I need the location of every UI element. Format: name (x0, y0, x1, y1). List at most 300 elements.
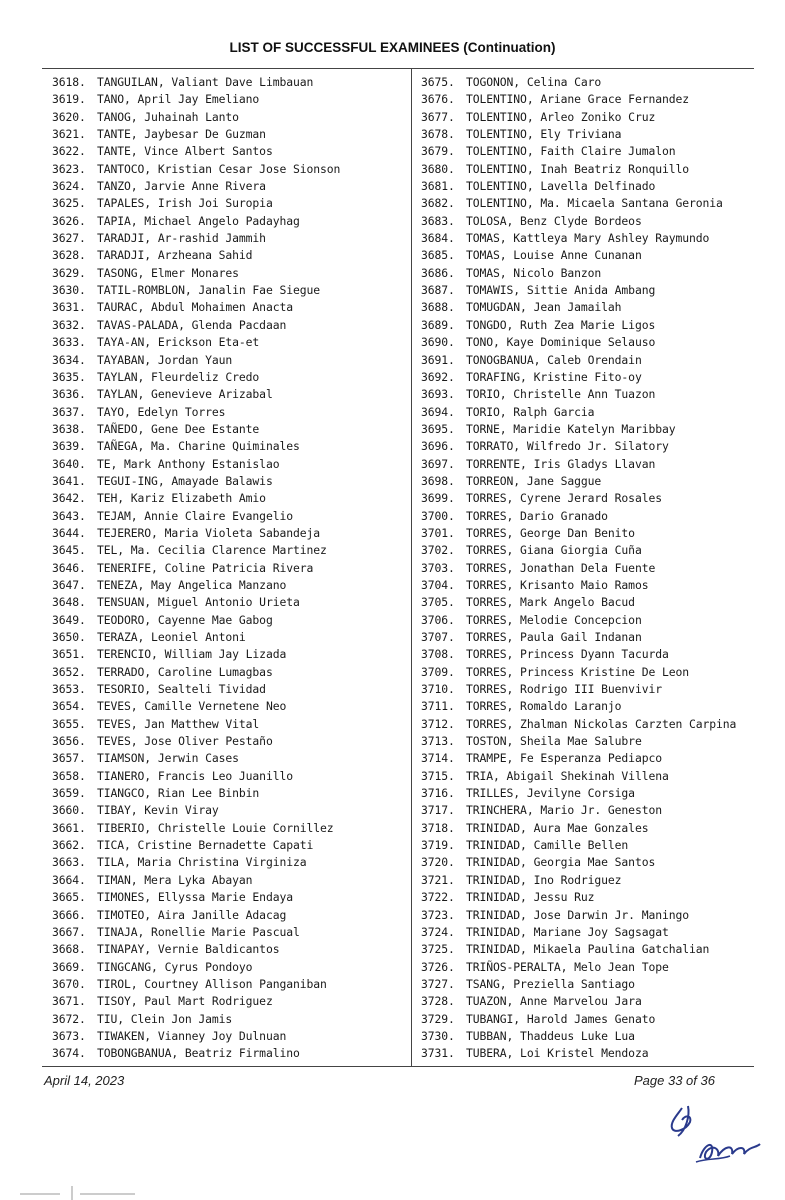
examinee-name: TORRES, Romaldo Laranjo (466, 699, 622, 714)
examinee-number: 3692. (421, 369, 455, 384)
examinee-entry (421, 386, 771, 403)
examinee-entry (421, 438, 771, 455)
examinee-entry (52, 404, 407, 421)
examinee-number: 3650. (52, 630, 86, 644)
examinee-number: 3703. (421, 560, 455, 575)
examinee-name: TANOG, Juhainah Lanto (97, 109, 239, 124)
examinee-entry (52, 317, 407, 334)
examinee-entry (52, 785, 407, 802)
examinee-number: 3702. (421, 543, 455, 558)
examinee-name: TANGUILAN, Valiant Dave Limbauan (97, 75, 314, 89)
examinee-entry (421, 1045, 771, 1062)
examinee-number: 3660. (52, 803, 86, 818)
examinee-number: 3721. (421, 872, 455, 887)
examinee-number: 3618. (52, 75, 86, 89)
examinee-name: TORRES, Jonathan Dela Fuente (466, 560, 656, 575)
examinee-number: 3720. (421, 855, 455, 870)
examinee-entry (421, 352, 771, 369)
left-column (52, 74, 407, 1063)
examinee-number: 3689. (421, 317, 455, 332)
examinee-number: 3701. (421, 525, 455, 540)
examinee-name: TORRENTE, Iris Gladys Llavan (466, 456, 656, 471)
examinee-name: TOLENTINO, Ariane Grace Fernandez (466, 92, 690, 107)
examinee-entry (52, 490, 407, 507)
examinee-number: 3723. (421, 907, 455, 922)
examinee-name: TOLENTINO, Ely Triviana (466, 127, 622, 142)
examinee-number: 3673. (52, 1028, 86, 1043)
examinee-name: TAYLAN, Genevieve Arizabal (97, 387, 273, 402)
examinee-name: TILA, Maria Christina Virginiza (97, 855, 307, 870)
examinee-number: 3713. (421, 734, 455, 749)
examinee-entry (421, 646, 771, 663)
examinee-entry (421, 265, 771, 282)
examinee-number: 3679. (421, 144, 455, 159)
examinee-name: TENSUAN, Miguel Antonio Urieta (97, 595, 300, 610)
examinee-entry (52, 959, 407, 976)
examinee-number: 3694. (421, 404, 455, 419)
examinee-name: TAVAS-PALADA, Glenda Pacdaan (97, 317, 287, 332)
examinee-entry (421, 473, 771, 490)
examinee-name: TEODORO, Cayenne Mae Gabog (97, 612, 273, 627)
signature-initials (660, 1100, 780, 1170)
examinee-name: TOLENTINO, Lavella Delfinado (466, 179, 656, 194)
examinee-entry (421, 889, 771, 906)
examinee-name: TORRES, Melodie Concepcion (466, 612, 642, 627)
examinee-name: TARADJI, Arzheana Sahid (97, 248, 253, 263)
examinee-name: TEGUI-ING, Amayade Balawis (97, 473, 273, 488)
examinee-number: 3653. (52, 682, 86, 697)
examinee-number: 3669. (52, 959, 86, 974)
examinee-entry (52, 126, 407, 143)
examinee-number: 3652. (52, 664, 86, 679)
examinee-number: 3675. (421, 75, 455, 89)
examinee-number: 3672. (52, 1011, 86, 1026)
examinee-number: 3722. (421, 890, 455, 905)
examinee-number: 3714. (421, 751, 455, 766)
examinee-name: TONO, Kaye Dominique Selauso (466, 335, 656, 350)
examinee-number: 3643. (52, 508, 86, 523)
right-column (421, 74, 771, 1063)
examinee-entry (52, 1011, 407, 1028)
examinee-number: 3666. (52, 907, 86, 922)
examinee-number: 3676. (421, 92, 455, 107)
examinee-number: 3637. (52, 404, 86, 419)
examinee-number: 3622. (52, 144, 86, 159)
top-rule (42, 68, 754, 69)
examinee-number: 3641. (52, 473, 86, 488)
examinee-entry (52, 924, 407, 941)
examinee-entry (421, 299, 771, 316)
examinee-entry (52, 525, 407, 542)
examinee-entry (421, 508, 771, 525)
examinee-entry (52, 681, 407, 698)
examinee-name: TEVES, Jan Matthew Vital (97, 716, 260, 731)
examinee-name: TONOGBANUA, Caleb Orendain (466, 352, 642, 367)
examinee-name: TEJAM, Annie Claire Evangelio (97, 508, 293, 523)
examinee-entry (421, 698, 771, 715)
examinee-number: 3704. (421, 577, 455, 592)
examinee-number: 3708. (421, 647, 455, 662)
examinee-number: 3686. (421, 265, 455, 280)
examinee-number: 3663. (52, 855, 86, 870)
examinee-name: TAÑEGA, Ma. Charine Quiminales (97, 439, 300, 454)
examinee-number: 3670. (52, 976, 86, 991)
examinee-number: 3658. (52, 768, 86, 783)
examinee-entry (421, 924, 771, 941)
examinee-name: TORREON, Jane Saggue (466, 473, 602, 488)
examinee-number: 3715. (421, 768, 455, 783)
examinee-entry (421, 161, 771, 178)
footer-date: April 14, 2023 (44, 1073, 125, 1088)
examinee-name: TRINCHERA, Mario Jr. Geneston (466, 803, 662, 818)
page-title: LIST OF SUCCESSFUL EXAMINEES (Continuation) (229, 40, 556, 55)
examinee-number: 3644. (52, 525, 86, 540)
examinee-name: TRIA, Abigail Shekinah Villena (466, 768, 669, 783)
examinee-entry (52, 178, 407, 195)
examinee-entry (52, 508, 407, 525)
examinee-entry (421, 490, 771, 507)
examinee-number: 3654. (52, 699, 86, 714)
examinee-number: 3693. (421, 387, 455, 402)
examinee-name: TIMONES, Ellyssa Marie Endaya (97, 890, 293, 905)
examinee-number: 3695. (421, 421, 455, 436)
examinee-entry (52, 664, 407, 681)
examinee-name: TIMAN, Mera Lyka Abayan (97, 872, 253, 887)
examinee-number: 3697. (421, 456, 455, 471)
examinee-number: 3688. (421, 300, 455, 315)
examinee-name: TOMAS, Louise Anne Cunanan (466, 248, 642, 263)
examinee-entry (52, 750, 407, 767)
examinee-entry (52, 438, 407, 455)
examinee-name: TONGDO, Ruth Zea Marie Ligos (466, 317, 656, 332)
examinee-name: TRINIDAD, Georgia Mae Santos (466, 855, 656, 870)
examinee-name: TOGONON, Celina Caro (466, 75, 602, 89)
examinee-entry (52, 646, 407, 663)
examinee-entry (52, 369, 407, 386)
examinee-number: 3680. (421, 161, 455, 176)
examinee-entry (52, 976, 407, 993)
examinee-name: TICA, Cristine Bernadette Capati (97, 838, 314, 853)
examinee-name: TOMAS, Kattleya Mary Ashley Raymundo (466, 231, 710, 246)
examinee-number: 3651. (52, 647, 86, 662)
examinee-name: TINAPAY, Vernie Baldicantos (97, 942, 280, 957)
examinee-name: TRAMPE, Fe Esperanza Pediapco (466, 751, 662, 766)
examinee-number: 3628. (52, 248, 86, 263)
examinee-entry (52, 1028, 407, 1045)
examinee-number: 3623. (52, 161, 86, 176)
examinee-entry (421, 560, 771, 577)
examinee-number: 3668. (52, 942, 86, 957)
examinee-entry (421, 109, 771, 126)
examinee-entry (52, 820, 407, 837)
examinee-number: 3727. (421, 976, 455, 991)
examinee-entry (52, 195, 407, 212)
examinee-name: TOSTON, Sheila Mae Salubre (466, 734, 642, 749)
examinee-number: 3710. (421, 682, 455, 697)
examinee-number: 3726. (421, 959, 455, 974)
examinee-name: TANTE, Jaybesar De Guzman (97, 127, 266, 142)
scan-marks (20, 1186, 140, 1200)
examinee-number: 3665. (52, 890, 86, 905)
examinee-entry (421, 317, 771, 334)
examinee-name: TINAJA, Ronellie Marie Pascual (97, 924, 300, 939)
examinee-name: TINGCANG, Cyrus Pondoyo (97, 959, 253, 974)
examinee-name: TORRES, Zhalman Nickolas Carzten Carpina (466, 716, 737, 731)
examinee-entry (52, 247, 407, 264)
examinee-entry (421, 126, 771, 143)
examinee-number: 3655. (52, 716, 86, 731)
examinee-name: TIBAY, Kevin Viray (97, 803, 219, 818)
examinee-name: TORRES, Paula Gail Indanan (466, 630, 642, 644)
examinee-entry (52, 560, 407, 577)
examinee-number: 3619. (52, 92, 86, 107)
examinee-name: TIU, Clein Jon Jamis (97, 1011, 233, 1026)
examinee-entry (421, 542, 771, 559)
examinee-entry (52, 993, 407, 1010)
examinee-entry (52, 456, 407, 473)
examinee-name: TRINIDAD, Mikaela Paulina Gatchalian (466, 942, 710, 957)
examinee-name: TOMAS, Nicolo Banzon (466, 265, 602, 280)
examinee-number: 3625. (52, 196, 86, 211)
examinee-entry (52, 109, 407, 126)
examinee-name: TUBERA, Loi Kristel Mendoza (466, 1046, 649, 1061)
examinee-number: 3677. (421, 109, 455, 124)
examinee-name: TRINIDAD, Aura Mae Gonzales (466, 820, 649, 835)
examinee-entry (52, 421, 407, 438)
examinee-entry (52, 629, 407, 646)
examinee-name: TUAZON, Anne Marvelou Jara (466, 994, 642, 1009)
examinee-name: TORRES, Princess Kristine De Leon (466, 664, 690, 679)
examinee-number: 3683. (421, 213, 455, 228)
examinee-name: TESORIO, Sealteli Tividad (97, 682, 266, 697)
examinee-entry (421, 421, 771, 438)
examinee-name: TOMUGDAN, Jean Jamailah (466, 300, 622, 315)
examinee-number: 3639. (52, 439, 86, 454)
examinee-number: 3635. (52, 369, 86, 384)
examinee-entry (421, 404, 771, 421)
examinee-name: TRINIDAD, Ino Rodriguez (466, 872, 622, 887)
examinee-number: 3661. (52, 820, 86, 835)
examinee-entry (52, 334, 407, 351)
examinee-entry (52, 352, 407, 369)
examinee-name: TORRES, Rodrigo III Buenvivir (466, 682, 662, 697)
examinee-name: TRINIDAD, Mariane Joy Sagsagat (466, 924, 669, 939)
examinee-entry (421, 247, 771, 264)
bottom-rule (42, 1066, 754, 1067)
examinee-number: 3731. (421, 1046, 455, 1061)
examinee-name: TOLENTINO, Faith Claire Jumalon (466, 144, 676, 159)
examinee-entry (52, 299, 407, 316)
examinee-entry (421, 837, 771, 854)
examinee-name: TIBERIO, Christelle Louie Cornillez (97, 820, 334, 835)
examinee-entry (421, 820, 771, 837)
examinee-entry (421, 195, 771, 212)
examinee-entry (52, 733, 407, 750)
examinee-entry (421, 612, 771, 629)
examinee-number: 3687. (421, 283, 455, 298)
examinee-name: TOBONGBANUA, Beatriz Firmalino (97, 1046, 300, 1061)
examinee-name: TAURAC, Abdul Mohaimen Anacta (97, 300, 293, 315)
examinee-name: TORRES, Princess Dyann Tacurda (466, 647, 669, 662)
examinee-name: TARADJI, Ar-rashid Jammih (97, 231, 266, 246)
examinee-entry (52, 542, 407, 559)
examinee-number: 3659. (52, 786, 86, 801)
examinee-number: 3682. (421, 196, 455, 211)
column-divider (411, 68, 412, 1066)
examinee-name: TAPIA, Michael Angelo Padayhag (97, 213, 300, 228)
examinee-entry (52, 230, 407, 247)
examinee-number: 3646. (52, 560, 86, 575)
examinee-name: TANZO, Jarvie Anne Rivera (97, 179, 266, 194)
examinee-name: TIMOTEO, Aira Janille Adacag (97, 907, 287, 922)
examinee-name: TRINIDAD, Jose Darwin Jr. Maningo (466, 907, 690, 922)
examinee-number: 3707. (421, 630, 455, 644)
examinee-number: 3638. (52, 421, 86, 436)
examinee-name: TORRATO, Wilfredo Jr. Silatory (466, 439, 669, 454)
examinee-number: 3630. (52, 283, 86, 298)
examinee-number: 3667. (52, 924, 86, 939)
examinee-name: TEVES, Jose Oliver Pestaño (97, 734, 273, 749)
examinee-number: 3657. (52, 751, 86, 766)
examinee-number: 3634. (52, 352, 86, 367)
examinee-number: 3724. (421, 924, 455, 939)
examinee-name: TUBBAN, Thaddeus Luke Lua (466, 1028, 635, 1043)
examinee-entry (421, 941, 771, 958)
examinee-entry (52, 941, 407, 958)
examinee-number: 3678. (421, 127, 455, 142)
examinee-name: TORIO, Christelle Ann Tuazon (466, 387, 656, 402)
examinee-number: 3729. (421, 1011, 455, 1026)
examinee-entry (52, 612, 407, 629)
examinee-entry (52, 282, 407, 299)
examinee-number: 3730. (421, 1028, 455, 1043)
examinee-number: 3709. (421, 664, 455, 679)
examinee-entry (421, 716, 771, 733)
examinee-entry (52, 907, 407, 924)
examinee-number: 3712. (421, 716, 455, 731)
examinee-name: TAYLAN, Fleurdeliz Credo (97, 369, 260, 384)
examinee-name: TIAMSON, Jerwin Cases (97, 751, 239, 766)
examinee-number: 3648. (52, 595, 86, 610)
examinee-entry (421, 664, 771, 681)
examinee-entry (52, 473, 407, 490)
examinee-entry (421, 74, 771, 91)
examinee-entry (421, 785, 771, 802)
examinee-name: TORRES, Krisanto Maio Ramos (466, 577, 649, 592)
examinee-entry (421, 976, 771, 993)
examinee-name: TRILLES, Jevilyne Corsiga (466, 786, 635, 801)
examinee-entry (52, 889, 407, 906)
examinee-entry (421, 230, 771, 247)
examinee-entry (52, 1045, 407, 1062)
examinee-name: TSANG, Preziella Santiago (466, 976, 635, 991)
examinee-entry (52, 91, 407, 108)
examinee-name: TORRES, George Dan Benito (466, 525, 635, 540)
footer-page-number: Page 33 of 36 (634, 1073, 715, 1088)
examinee-number: 3691. (421, 352, 455, 367)
examinee-entry (421, 681, 771, 698)
examinee-entry (421, 959, 771, 976)
examinee-entry (52, 143, 407, 160)
examinee-entry (421, 282, 771, 299)
examinee-name: TERRADO, Caroline Lumagbas (97, 664, 273, 679)
examinee-name: TAYO, Edelyn Torres (97, 404, 226, 419)
examinee-number: 3696. (421, 439, 455, 454)
examinee-entry (52, 698, 407, 715)
examinee-name: TORNE, Maridie Katelyn Maribbay (466, 421, 676, 436)
examinee-entry (421, 993, 771, 1010)
examinee-entry (421, 178, 771, 195)
examinee-number: 3642. (52, 491, 86, 506)
examinee-name: TANTOCO, Kristian Cesar Jose Sionson (97, 161, 341, 176)
examinee-number: 3636. (52, 387, 86, 402)
examinee-number: 3621. (52, 127, 86, 142)
examinee-number: 3699. (421, 491, 455, 506)
examinee-name: TORRES, Giana Giorgia Cuña (466, 543, 642, 558)
examinee-entry (421, 213, 771, 230)
examinee-name: TOLENTINO, Ma. Micaela Santana Geronia (466, 196, 723, 211)
examinee-number: 3717. (421, 803, 455, 818)
examinee-number: 3647. (52, 577, 86, 592)
examinee-name: TORAFING, Kristine Fito-oy (466, 369, 642, 384)
examinee-number: 3684. (421, 231, 455, 246)
examinee-number: 3629. (52, 265, 86, 280)
examinee-name: TEH, Kariz Elizabeth Amio (97, 491, 266, 506)
examinee-name: TORRES, Dario Granado (466, 508, 608, 523)
examinee-name: TRINIDAD, Camille Bellen (466, 838, 629, 853)
examinee-entry (421, 872, 771, 889)
examinee-entry (421, 907, 771, 924)
examinee-number: 3649. (52, 612, 86, 627)
examinee-number: 3719. (421, 838, 455, 853)
examinee-number: 3700. (421, 508, 455, 523)
examinee-number: 3685. (421, 248, 455, 263)
examinee-number: 3626. (52, 213, 86, 228)
examinee-name: TOLOSA, Benz Clyde Bordeos (466, 213, 642, 228)
examinee-number: 3640. (52, 456, 86, 471)
examinee-name: TIROL, Courtney Allison Panganiban (97, 976, 327, 991)
examinee-name: TISOY, Paul Mart Rodriguez (97, 994, 273, 1009)
examinee-number: 3674. (52, 1046, 86, 1061)
examinee-name: TRINIDAD, Jessu Ruz (466, 890, 595, 905)
examinee-entry (421, 577, 771, 594)
examinee-entry (421, 629, 771, 646)
examinee-entry (421, 1028, 771, 1045)
examinee-name: TAYA-AN, Erickson Eta-et (97, 335, 260, 350)
examinee-number: 3627. (52, 231, 86, 246)
examinee-number: 3705. (421, 595, 455, 610)
examinee-name: TUBANGI, Harold James Genato (466, 1011, 656, 1026)
examinee-name: TEL, Ma. Cecilia Clarence Martinez (97, 543, 327, 558)
examinee-number: 3681. (421, 179, 455, 194)
examinee-number: 3664. (52, 872, 86, 887)
examinee-number: 3706. (421, 612, 455, 627)
examinee-number: 3645. (52, 543, 86, 558)
examinee-name: TORRES, Cyrene Jerard Rosales (466, 491, 662, 506)
examinee-entry (421, 369, 771, 386)
examinee-entry (421, 750, 771, 767)
examinee-entry (52, 74, 407, 91)
examinee-number: 3633. (52, 335, 86, 350)
examinee-number: 3656. (52, 734, 86, 749)
examinee-entry (421, 768, 771, 785)
examinee-number: 3728. (421, 994, 455, 1009)
examinee-entry (421, 733, 771, 750)
examinee-name: TORIO, Ralph Garcia (466, 404, 595, 419)
examinee-name: TANTE, Vince Albert Santos (97, 144, 273, 159)
examinee-entry (52, 837, 407, 854)
examinee-entry (52, 265, 407, 282)
